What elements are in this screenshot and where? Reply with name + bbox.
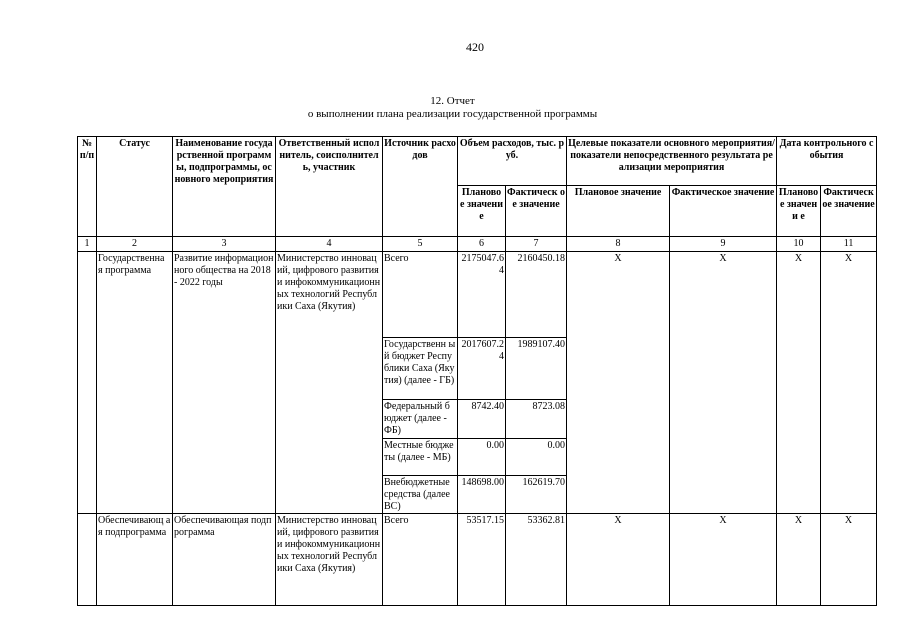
program-fact-mb: 0.00 (506, 439, 567, 476)
subprogram-executor: Министерство инноваций, цифрового развития и инфокоммуникационн ых технологий Республики Саха (Якутия) (276, 514, 383, 606)
header-indicators-fact: Фактическое значение (670, 186, 777, 237)
program-fact-vs: 162619.70 (506, 476, 567, 514)
program-source-mb: Местные бюджеты (далее - МБ) (383, 439, 458, 476)
column-number: 5 (383, 237, 458, 252)
header-control-date: Дата контрольного события (777, 137, 877, 186)
subprogram-control-plan: X (777, 514, 821, 606)
header-control-plan: Планово е значени е (777, 186, 821, 237)
column-number: 4 (276, 237, 383, 252)
program-plan-vs: 148698.00 (458, 476, 506, 514)
column-number: 7 (506, 237, 567, 252)
column-number: 10 (777, 237, 821, 252)
program-fact-total: 2160450.18 (506, 252, 567, 338)
subprogram-plan-total: 53517.15 (458, 514, 506, 606)
program-control-fact: X (821, 252, 877, 514)
column-number: 2 (97, 237, 173, 252)
program-control-plan: X (777, 252, 821, 514)
program-executor: Министерство инноваций, цифрового развития и инфокоммуникационн ых технологий Республики Саха (Якутия) (276, 252, 383, 514)
header-executor: Ответственный исполнитель, соисполнитель, участник (276, 137, 383, 237)
column-number-row (78, 237, 877, 252)
header-source: Источник расходов (383, 137, 458, 237)
table-row (78, 514, 877, 606)
program-fact-fb: 8723.08 (506, 400, 567, 439)
program-source-total: Всего (383, 252, 458, 338)
subprogram-control-fact: X (821, 514, 877, 606)
table-row (78, 252, 877, 338)
program-plan-gb: 2017607.2 4 (458, 338, 506, 400)
column-number: 3 (173, 237, 276, 252)
column-number: 6 (458, 237, 506, 252)
subprogram-indicator-plan: X (567, 514, 670, 606)
header-status: Статус (97, 137, 173, 237)
header-name: Наименование государственной программы, подпрограммы, основного мероприятия (173, 137, 276, 237)
subprogram-fact-total: 53362.81 (506, 514, 567, 606)
program-plan-fb: 8742.40 (458, 400, 506, 439)
subprogram-source-total: Всего (383, 514, 458, 606)
column-number: 9 (670, 237, 777, 252)
program-fact-gb: 1989107.40 (506, 338, 567, 400)
program-indicator-fact: X (670, 252, 777, 514)
subprogram-indicator-fact: X (670, 514, 777, 606)
program-indicator-plan: X (567, 252, 670, 514)
header-indicators: Целевые показатели основного мероприятия/показатели непосредственного результата реализации мероприятия (567, 137, 777, 186)
column-number: 11 (821, 237, 877, 252)
report-table (77, 136, 877, 606)
program-source-gb: Государственн ый бюджет Республики Саха (Якутия) (далее - ГБ) (383, 338, 458, 400)
report-title: 12. Отчет (430, 95, 475, 107)
column-number: 8 (567, 237, 670, 252)
page-number: 420 (466, 40, 484, 54)
header-control-fact: Фактическ ое значение (821, 186, 877, 237)
subprogram-status: Обеспечивающ ая подпрограмма (97, 514, 173, 606)
column-number: 1 (78, 237, 97, 252)
row-number-cell (78, 252, 97, 514)
header-expenses: Объем расходов, тыс. руб. (458, 137, 567, 186)
program-source-fb: Федеральный бюджет (далее - ФБ) (383, 400, 458, 439)
program-plan-mb: 0.00 (458, 439, 506, 476)
header-expenses-fact: Фактическ ое значение (506, 186, 567, 237)
program-plan-total: 2175047.6 4 (458, 252, 506, 338)
header-indicators-plan: Плановое значение (567, 186, 670, 237)
header-expenses-plan: Планово е значение (458, 186, 506, 237)
row-number-cell (78, 514, 97, 606)
subprogram-name: Обеспечивающая подпрограмма (173, 514, 276, 606)
report-subtitle: о выполнении плана реализации государственной программы (307, 108, 598, 120)
header-number: № п/п (78, 137, 97, 237)
program-status: Государственна я программа (97, 252, 173, 514)
program-source-vs: Внебюджетные средства (далее ВС) (383, 476, 458, 514)
program-name: Развитие информационного общества на 2018 - 2022 годы (173, 252, 276, 514)
